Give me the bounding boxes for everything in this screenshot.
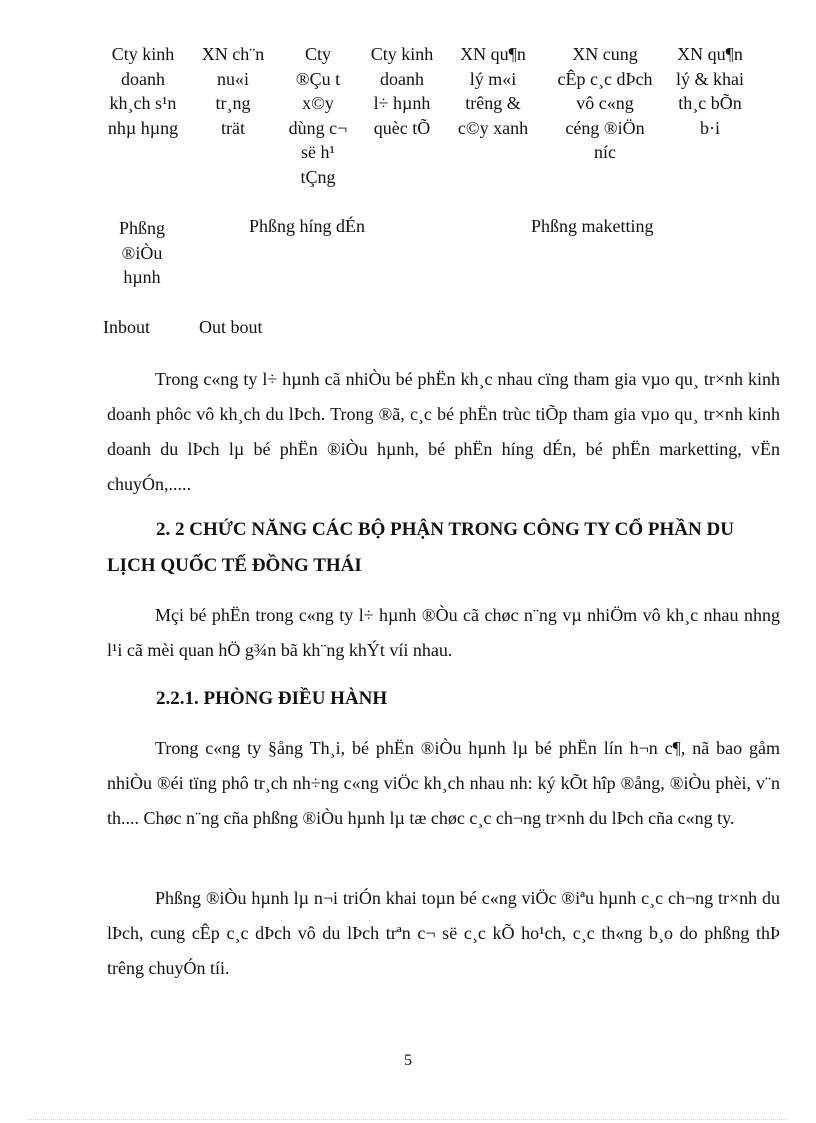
inbound-label: Inbout [103, 317, 150, 337]
outbound-label: Out bout [199, 317, 263, 337]
section-heading-2-2-cont: LỊCH QUỐC TẾ ĐỒNG THÁI [107, 555, 362, 576]
org-unit-travel: Cty kinh doanh l÷ hµnh quèc tÕ [370, 44, 434, 138]
org-unit-public-services: XN cung cÊp c¸c dÞch vô c«ng céng ®iÖn níc [557, 44, 653, 162]
dept-marketing: Phßng maketting [531, 216, 654, 236]
org-unit-livestock: XN ch¨n nu«i tr¸ng trät [201, 44, 265, 138]
org-unit-wharf: XN qu¶n lý & khai th¸c bÕn b·i [676, 44, 744, 138]
org-unit-hotel-restaurant: Cty kinh doanh kh¸ch s¹n nhµ hµng [107, 44, 179, 138]
dept-operations: Phßng ®iÒu hµnh [118, 218, 165, 287]
page-number: 5 [404, 1052, 412, 1069]
section-heading-2-2: 2. 2 CHỨC NĂNG CÁC BỘ PHẬN TRONG CÔNG TY CỔ PHẦN DU [156, 519, 734, 540]
org-unit-infrastructure: Cty ®Çu t x©y dùng c¬ së h¹ tÇng [288, 44, 348, 187]
page-bottom-divider [28, 1119, 788, 1120]
paragraph-department-relations: Mçi bé phËn trong c«ng ty l÷ hµnh ®Òu cã chøc n¨ng vµ nhiÖm vô kh¸c nhau nhng l¹i cã mèi quan hÖ g¾n bã kh¨ng khÝt víi nhau. [107, 605, 780, 660]
dept-guide: Phßng híng dÉn [249, 216, 366, 236]
section-heading-2-2-1: 2.2.1. PHÒNG ĐIỀU HÀNH [156, 688, 388, 709]
paragraph-departments-overview: Trong c«ng ty l÷ hµnh cã nhiÒu bé phËn kh¸c nhau cïng tham gia vµo qu¸ tr×nh kinh doanh phôc vô kh¸ch du lÞch. Trong ®ã, c¸c bé phËn trùc tiÕp tham gia vµo qu¸ tr×nh kinh doanh du lÞch lµ bé phËn ®iÒu hµnh, bé phËn híng dÉn, bé phËn marketting, vËn chuyÓn,..... [107, 369, 780, 494]
paragraph-operations-1: Trong c«ng ty §ång Th¸i, bé phËn ®iÒu hµnh lµ bé phËn lín h¬n c¶, nã bao gåm nhiÒu ®éi tïng phô tr¸ch nh÷ng c«ng viÖc kh¸ch nhau nh: ký kÕt hîp ®ång, ®iÒu phèi, v¨n th.... Chøc n¨ng cña phßng ®iÒu hµnh lµ tæ chøc c¸c ch¬ng tr×nh du lÞch cña c«ng ty. [107, 738, 780, 828]
paragraph-operations-2: Phßng ®iÒu hµnh lµ n¬i triÓn khai toµn bé c«ng viÖc ®iªu hµnh c¸c ch¬ng tr×nh du lÞch, cung cÊp c¸c dÞch vô du lÞch trªn c¬ së c¸c kÕ ho¹ch, c¸c th«ng b¸o do phßng thÞ trêng chuyÓn tíi. [107, 888, 780, 978]
org-unit-environment: XN qu¶n lý m«i trêng & c©y xanh [457, 44, 529, 138]
